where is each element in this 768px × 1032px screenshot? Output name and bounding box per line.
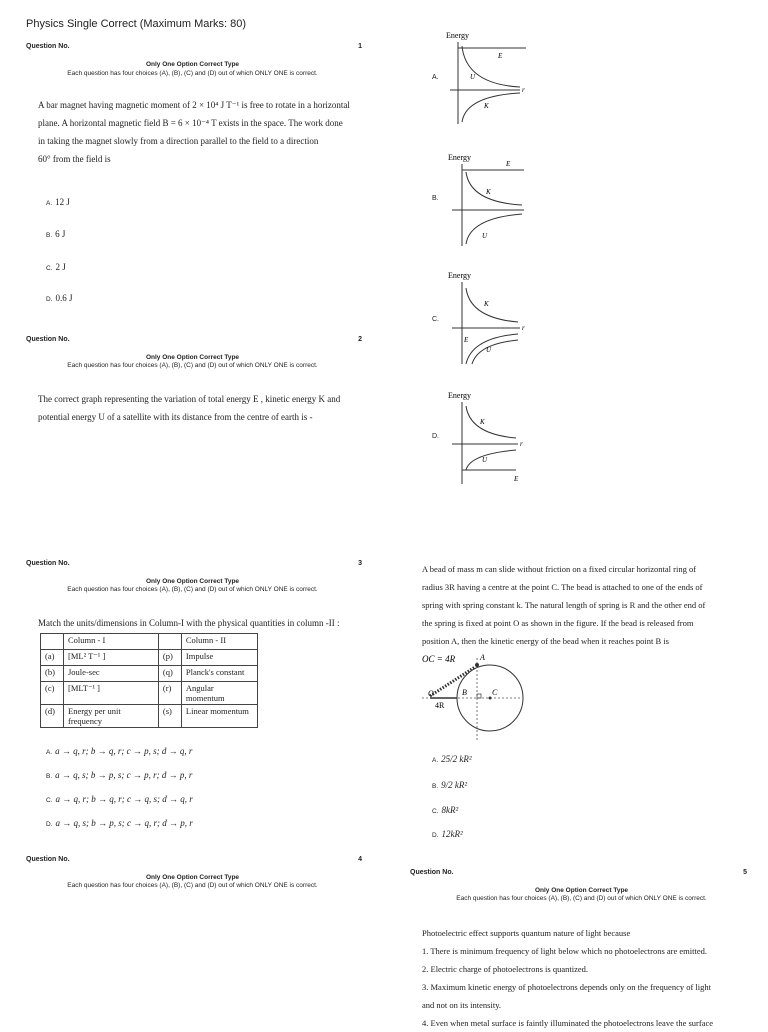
energy-graph-b [440,148,530,248]
k-label: K [484,300,489,308]
option-type-title: Only One Option Correct Type [534,887,629,894]
stem-line: position A, then the kinetic energy of the bead when it reaches point B is [422,636,669,646]
stem-line: 4. Even when metal surface is faintly illuminated the photoelectrons leave the surface [422,1018,714,1028]
bead-ring-figure [420,650,525,742]
point-b-label: B [462,688,467,697]
stem-line: A bead of mass m can slide without friction on a fixed circular horizontal ring of [422,564,697,574]
axis-title: Energy [448,153,471,162]
option-text: 8kR² [441,805,459,815]
table-row [41,705,258,728]
option-type-title: Only One Option Correct Type [145,354,240,361]
option-label: B. [46,773,53,780]
axis-title: Energy [448,271,471,280]
option-text: a → q, r; b → q, r; c → q, s; d → q, r [55,794,193,804]
stem-line: A bar magnet having magnetic moment of 2 × 10⁴ J T⁻¹ is free to rotate in a horizontal [38,100,350,110]
question-label: Question No. [26,856,70,863]
k-label: K [484,102,489,110]
table-row [41,666,258,682]
option-text: 2 J [55,262,66,272]
option-a[interactable] [46,197,70,207]
row-label: (s) [158,705,181,728]
option-type-info: Each question has four choices (A), (B), (C) and (D) out of which ONLY ONE is correct. [67,362,318,369]
option-label: D. [432,832,439,839]
table-header-row [41,634,258,650]
section-title: Physics Single Correct (Maximum Marks: 80) [26,18,247,30]
option-c[interactable] [46,262,66,272]
u-label: U [470,73,476,81]
table-row [41,682,258,705]
question-stem [38,96,368,168]
option-text: a → q, s; b → p, s; c → q, r; d → p, r [55,818,193,828]
table-cell: [ML² T⁻¹ ] [64,650,159,666]
option-type-info: Each question has four choices (A), (B), (C) and (D) out of which ONLY ONE is correct. [456,895,707,902]
question-label: Question No. [26,43,70,50]
question-stem [38,390,368,426]
option-text: a → q, r; b → q, r; c → p, s; d → q, r [55,746,193,756]
row-label: (a) [41,650,64,666]
e-label: E [464,336,469,344]
energy-graph-a [440,28,530,128]
option-label: C. [46,797,53,804]
column-header: Column - I [64,634,159,650]
point-c-label: C [492,688,498,697]
option-label: D. [46,296,53,303]
r-label: r [522,86,525,94]
question-stem [422,560,762,650]
stem-line: spring with spring constant k. The natural length of spring is R and the other end of [422,600,706,610]
question-stem [422,924,762,1032]
table-cell: Planck's constant [181,666,257,682]
option-text: 12kR² [441,829,463,839]
table-cell: Joule-sec [64,666,159,682]
option-text: 12 J [55,197,70,207]
match-table [40,633,258,728]
stem-line: in taking the magnet slowly from a direction parallel to the field to a direction [38,136,319,146]
option-a[interactable] [46,746,192,756]
option-b[interactable] [46,229,65,239]
question-number: 5 [743,869,747,876]
option-type-title: Only One Option Correct Type [145,874,240,881]
option-type-title: Only One Option Correct Type [145,61,240,68]
u-label: U [486,346,492,354]
option-type-info: Each question has four choices (A), (B), (C) and (D) out of which ONLY ONE is correct. [67,882,318,889]
question-label: Question No. [26,560,70,567]
row-label: (b) [41,666,64,682]
table-cell: Energy per unit frequency [64,705,159,728]
table-cell: Impulse [181,650,257,666]
row-label: (c) [41,682,64,705]
question-number: 1 [358,43,362,50]
option-label: B. [46,232,53,239]
stem-line: radius 3R having a centre at the point C. The bead is attached to one of the ends of [422,582,703,592]
option-label: A. [432,757,439,764]
four-r-label: 4R [435,701,445,710]
u-label: U [482,232,488,240]
table-row [41,650,258,666]
question-number: 4 [358,856,362,863]
stem-line: the spring is fixed at point O as shown in the figure. If the bead is released from [422,618,694,628]
option-b[interactable] [46,770,192,780]
point-a-label: A [480,653,485,662]
option-label: A. [46,749,53,756]
option-text: 9/2 kR² [441,780,468,790]
energy-graph-c [440,268,530,368]
graph-option-label[interactable]: C. [432,316,439,323]
row-label: (q) [158,666,181,682]
axis-title: Energy [446,31,469,40]
stem-line: plane. A horizontal magnetic field B = 6 × 10⁻⁴ T exists in the space. The work done [38,118,343,128]
option-a[interactable] [432,754,472,764]
option-text: 25/2 kR² [441,754,472,764]
stem-line: 2. Electric charge of photoelectrons is quantized. [422,964,589,974]
question-number: 2 [358,336,362,343]
stem-line: potential energy U of a satellite with its distance from the centre of earth is - [38,412,313,422]
stem-line: 1. There is minimum frequency of light below which no photoelectrons are emitted. [422,946,707,956]
question-number: 3 [358,560,362,567]
r-label: r [520,440,523,448]
table-cell: Linear momentum [181,705,257,728]
stem-line: and not on its intensity. [422,1000,502,1010]
k-label: K [480,418,485,426]
row-label: (p) [158,650,181,666]
option-label: B. [432,783,439,790]
e-label: E [506,160,511,168]
table-cell: Angular momentum [181,682,257,705]
option-label: C. [46,265,53,272]
row-label: (d) [41,705,64,728]
option-text: 6 J [55,229,66,239]
stem-line: Photoelectric effect supports quantum nature of light because [422,928,631,938]
graph-option-label[interactable]: D. [432,433,439,440]
option-label: D. [46,821,53,828]
option-d[interactable] [432,829,463,839]
axis-title: Energy [448,391,471,400]
energy-graph-d [440,388,530,488]
stem-line: 3. Maximum kinetic energy of photoelectrons depends only on the frequency of light [422,982,712,992]
question-label: Question No. [410,869,454,876]
table-cell: [MLT⁻¹ ] [64,682,159,705]
option-label: A. [46,200,53,207]
row-label: (r) [158,682,181,705]
graph-option-label[interactable]: B. [432,195,439,202]
option-text: a → q, s; b → p, s; c → p, r; d → p, r [55,770,193,780]
e-label: E [498,52,503,60]
option-type-info: Each question has four choices (A), (B), (C) and (D) out of which ONLY ONE is correct. [67,586,318,593]
stem-line: The correct graph representing the variation of total energy E , kinetic energy K and [38,394,341,404]
r-label: r [522,324,525,332]
option-d[interactable] [46,818,193,828]
oc-label: OC = 4R [422,654,456,664]
column-header: Column - II [181,634,257,650]
k-label: K [486,188,491,196]
option-d[interactable] [46,293,73,303]
question-stem: Match the units/dimensions in Column-I with the physical quantities in column -II : [38,618,340,628]
option-type-info: Each question has four choices (A), (B), (C) and (D) out of which ONLY ONE is correct. [67,70,318,77]
option-c[interactable] [432,805,458,815]
question-label: Question No. [26,336,70,343]
stem-line: 60° from the field is [38,154,111,164]
option-label: C. [432,808,439,815]
option-type-title: Only One Option Correct Type [145,578,240,585]
e-label: E [514,475,519,483]
graph-option-label[interactable]: A. [432,74,439,81]
option-text: 0.6 J [55,293,73,303]
option-c[interactable] [46,794,193,804]
point-o-label: O [428,689,434,698]
u-label: U [482,456,488,464]
option-b[interactable] [432,780,467,790]
